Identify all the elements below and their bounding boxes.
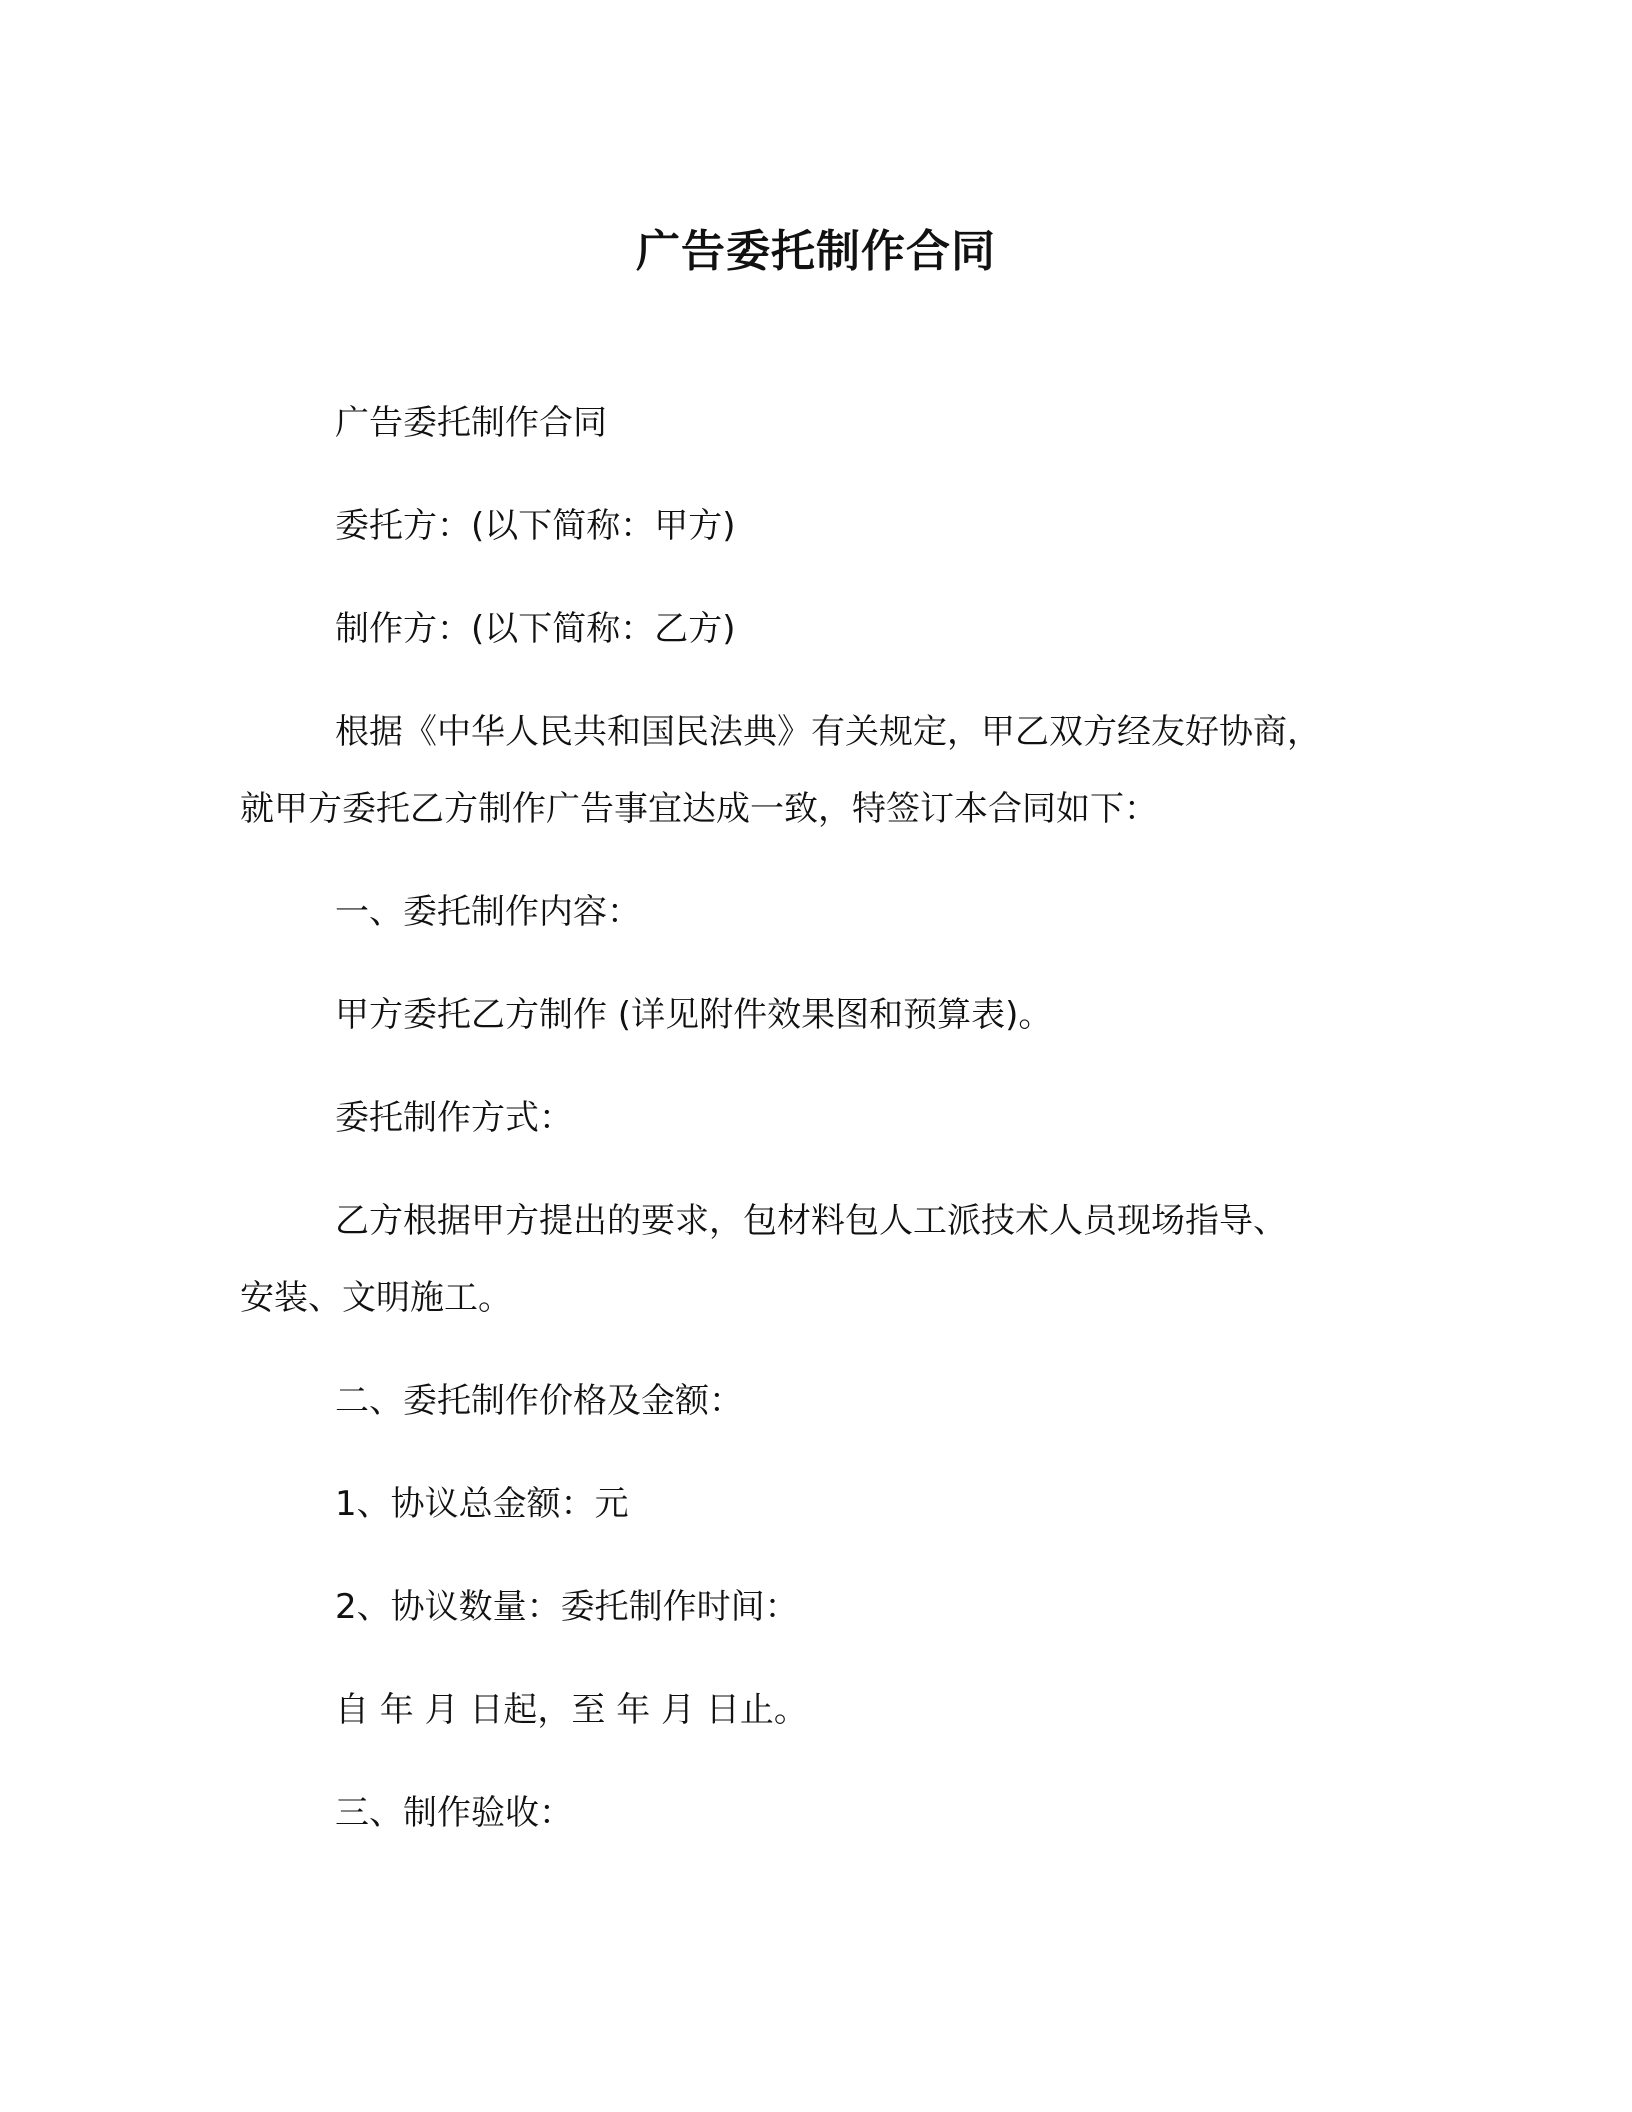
section-heading-acceptance: 三、制作验收： — [335, 1793, 573, 1833]
paragraph-legal-basis — [240, 694, 1410, 848]
paragraph-quantity-time: 2、协议数量：委托制作时间： — [335, 1587, 799, 1627]
document-title: 广告委托制作合同 — [636, 226, 996, 277]
paragraph-line: 就甲方委托乙方制作广告事宜达成一致，特签订本合同如下： — [240, 789, 1158, 829]
paragraph-content-detail: 甲方委托乙方制作 (详见附件效果图和预算表)。 — [335, 995, 1053, 1035]
paragraph-line: 根据《中华人民共和国民法典》有关规定，甲乙双方经友好协商， — [335, 712, 1321, 752]
paragraph-date-range: 自 年 月 日起，至 年 月 日止。 — [335, 1690, 808, 1730]
paragraph-client-party: 委托方：(以下简称：甲方) — [335, 506, 736, 546]
paragraph-line: 安装、文明施工。 — [240, 1278, 512, 1318]
paragraph-method-detail — [240, 1183, 1410, 1337]
subheading-production-method: 委托制作方式： — [335, 1098, 573, 1138]
paragraph-producer-party: 制作方：(以下简称：乙方) — [335, 609, 736, 649]
paragraph-total-amount: 1、协议总金额：元 — [335, 1484, 629, 1524]
paragraph-contract-name: 广告委托制作合同 — [335, 403, 607, 443]
section-heading-content: 一、委托制作内容： — [335, 892, 641, 932]
paragraph-line: 乙方根据甲方提出的要求，包材料包人工派技术人员现场指导、 — [335, 1201, 1287, 1241]
section-heading-price: 二、委托制作价格及金额： — [335, 1381, 743, 1421]
